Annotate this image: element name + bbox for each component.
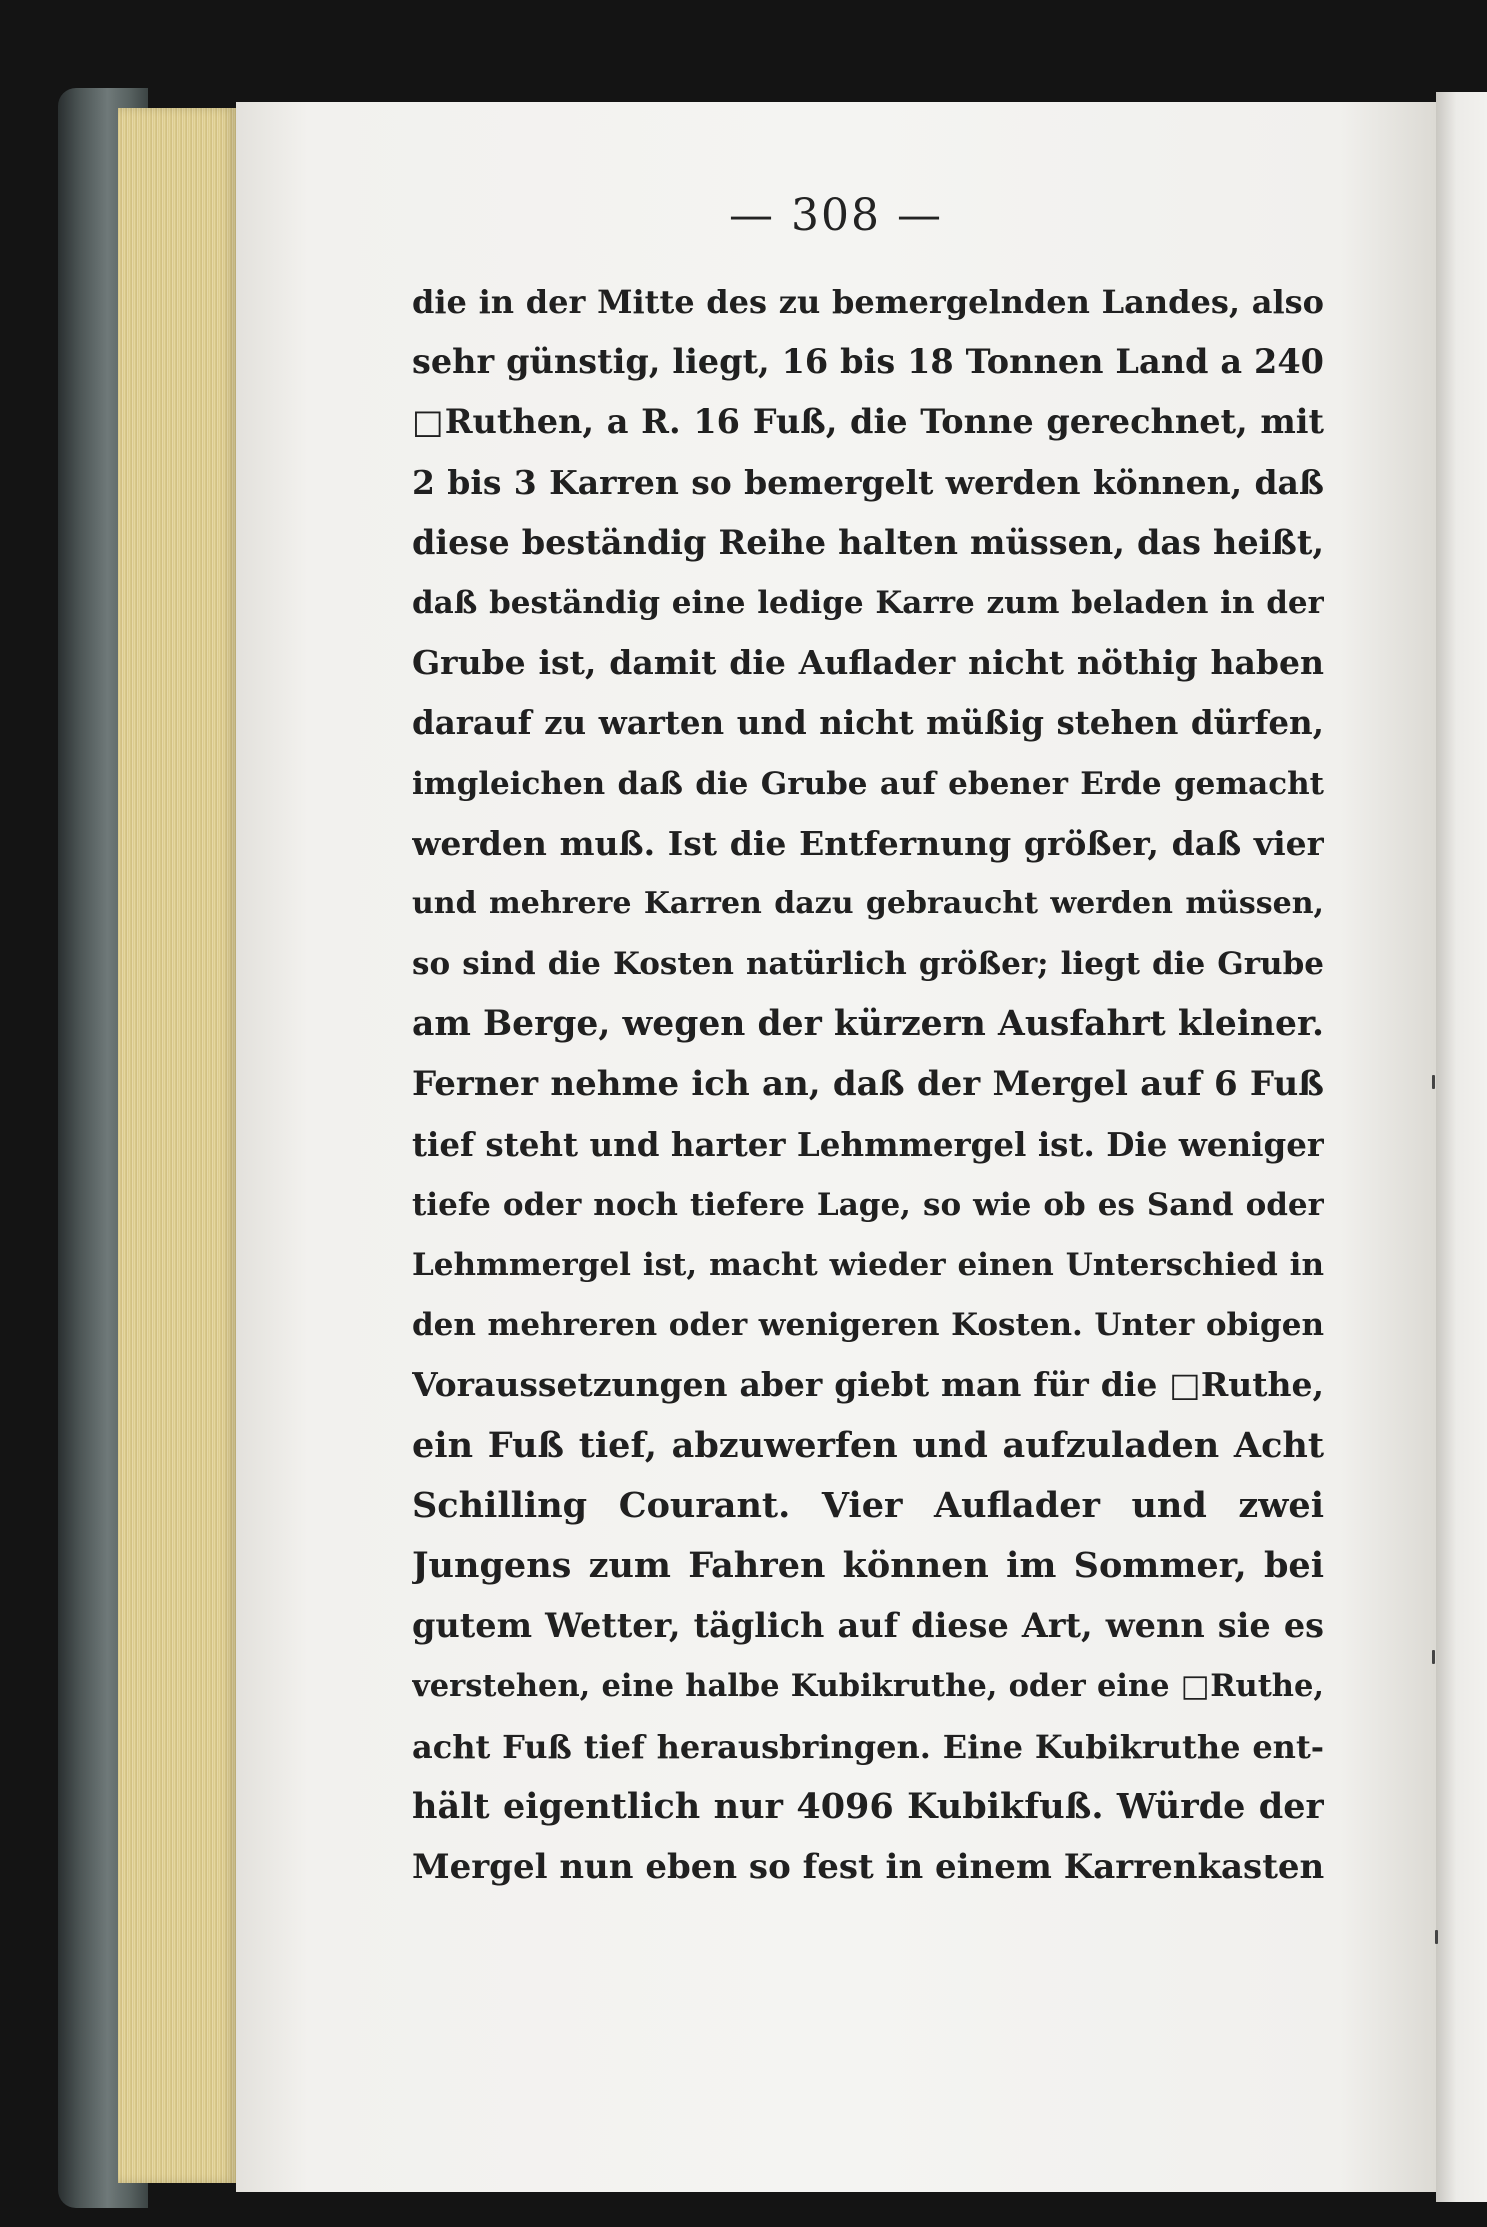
text-line: ein Fuß tief, abzuwerfen und aufzuladen Acht bbox=[412, 1424, 1324, 1466]
text-line: den mehreren oder wenigeren Kosten. Unter obigen bbox=[412, 1307, 1324, 1344]
text-line: gutem Wetter, täglich auf diese Art, wenn sie es bbox=[412, 1606, 1324, 1646]
text-line: Mergel nun eben so fest in einem Karrenkasten bbox=[412, 1846, 1324, 1887]
text-line: am Berge, wegen der kürzern Ausfahrt kleiner. bbox=[412, 1004, 1324, 1045]
text-line: so sind die Kosten natürlich größer; liegt die Grube bbox=[412, 946, 1324, 983]
text-line: diese beständig Reihe halten müssen, das heißt, bbox=[412, 522, 1324, 562]
text-line: Voraussetzungen aber giebt man für die □Ruthe, bbox=[412, 1365, 1324, 1405]
text-line: die in der Mitte des zu bemergelnden Landes, also bbox=[412, 283, 1324, 321]
text-line: imgleichen daß die Grube auf ebener Erde gemacht bbox=[412, 765, 1324, 802]
text-line: Jungens zum Fahren können im Sommer, bei bbox=[412, 1544, 1324, 1586]
text-line: Schilling Courant. Vier Auflader und zwei bbox=[412, 1484, 1324, 1526]
margin-mark bbox=[1432, 1075, 1435, 1089]
text-line: 2 bis 3 Karren so bemergelt werden können, daß bbox=[412, 462, 1324, 502]
text-line: und mehrere Karren dazu gebraucht werden müssen, bbox=[412, 885, 1324, 921]
text-line: sehr günstig, liegt, 16 bis 18 Tonnen Land a 240 bbox=[412, 342, 1324, 382]
text-line: verstehen, eine halbe Kubikruthe, oder eine □Ruthe, bbox=[412, 1668, 1324, 1705]
text-line: darauf zu warten und nicht müßig stehen dürfen, bbox=[412, 703, 1324, 743]
text-line: Ferner nehme ich an, daß der Mergel auf 6 Fuß bbox=[412, 1064, 1324, 1105]
text-line: tief steht und harter Lehmmergel ist. Die weniger bbox=[412, 1124, 1324, 1164]
text-line: daß beständig eine ledige Karre zum beladen in der bbox=[412, 584, 1324, 621]
text-line: Lehmmergel ist, macht wieder einen Unterschied in bbox=[412, 1247, 1324, 1283]
body-text bbox=[412, 272, 1324, 1897]
facing-page-edge bbox=[1436, 92, 1487, 2202]
text-line: acht Fuß tief herausbringen. Eine Kubikruthe ent- bbox=[412, 1727, 1324, 1766]
margin-mark bbox=[1435, 1930, 1438, 1944]
text-line: hält eigentlich nur 4096 Kubikfuß. Würde der bbox=[412, 1785, 1324, 1827]
margin-mark bbox=[1432, 1650, 1435, 1664]
text-line: tiefe oder noch tiefere Lage, so wie ob es Sand oder bbox=[412, 1186, 1324, 1223]
text-line: □Ruthen, a R. 16 Fuß, die Tonne gerechnet, mit bbox=[412, 402, 1324, 442]
text-line: Grube ist, damit die Auflader nicht nöthig haben bbox=[412, 643, 1324, 683]
text-line: werden muß. Ist die Entfernung größer, daß vier bbox=[412, 823, 1324, 863]
page-number: — 308 — bbox=[729, 190, 943, 241]
page-edges bbox=[118, 108, 236, 2183]
